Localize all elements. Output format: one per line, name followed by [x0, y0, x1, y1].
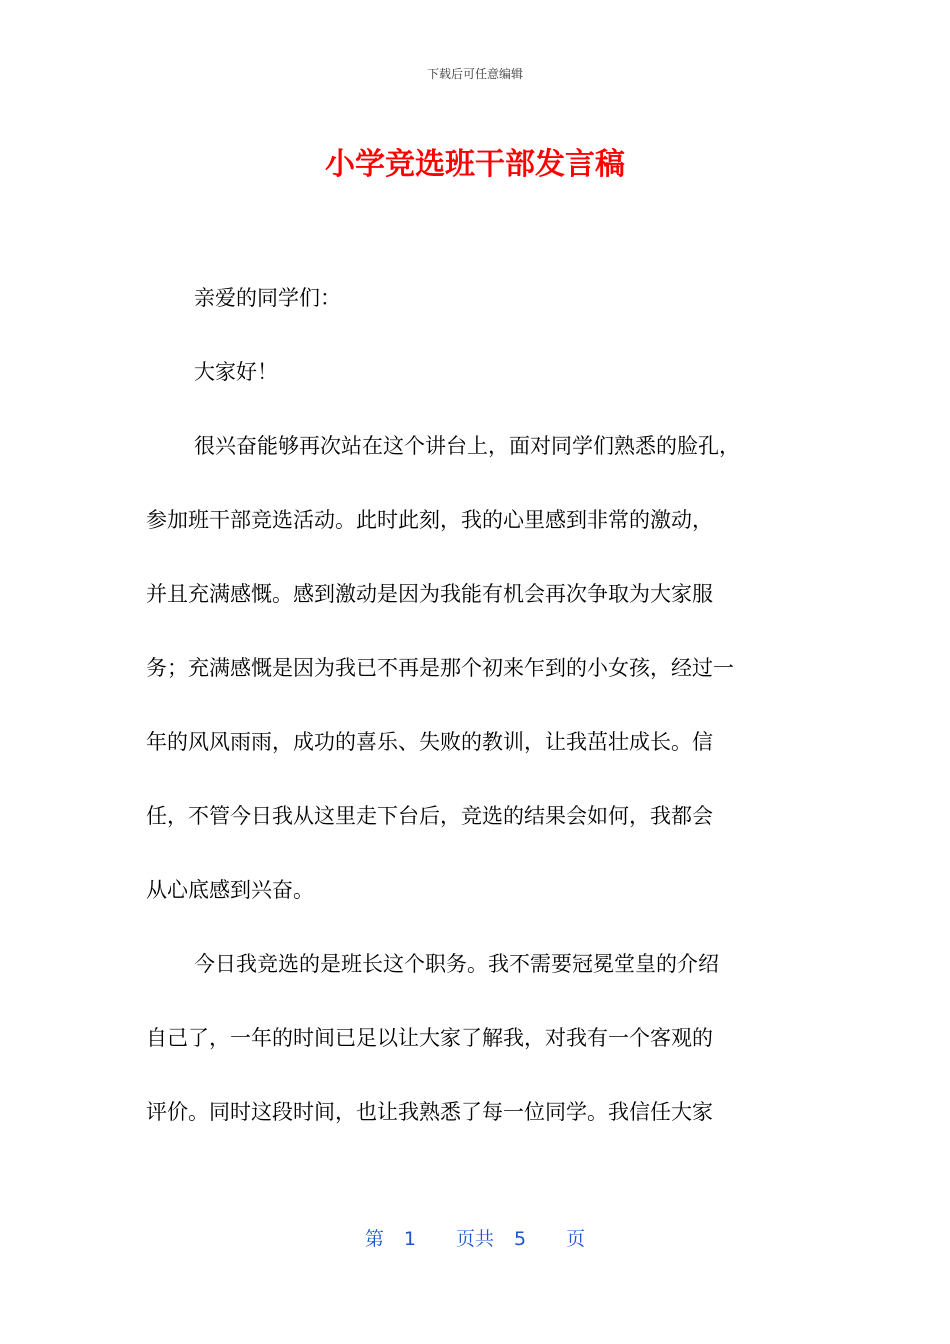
document-body	[146, 280, 806, 1168]
page-footer	[0, 1226, 950, 1252]
body-line: 参加班干部竞选活动。此时此刻，我的心里感到非常的激动，	[146, 508, 713, 532]
body-line: 今日我竞选的是班长这个职务。我不需要冠冕堂皇的介绍	[194, 952, 719, 976]
body-line: 大家好！	[194, 360, 278, 384]
body-line: 任，不管今日我从这里走下台后，竞选的结果会如何，我都会	[146, 804, 713, 828]
footer-suffix: 页	[566, 1228, 586, 1250]
body-line: 并且充满感慨。感到激动是因为我能有机会再次争取为大家服	[146, 582, 713, 606]
total-pages-number: 5	[514, 1228, 527, 1250]
body-line: 评价。同时这段时间，也让我熟悉了每一位同学。我信任大家	[146, 1100, 713, 1124]
body-line: 亲爱的同学们：	[194, 286, 341, 310]
body-line: 务；充满感慨是因为我已不再是那个初来乍到的小女孩，经过一	[146, 656, 734, 680]
footer-middle: 页共	[455, 1228, 494, 1250]
document-title: 小学竞选班干部发言稿	[325, 147, 625, 182]
body-line: 很兴奋能够再次站在这个讲台上，面对同学们熟悉的脸孔，	[194, 434, 740, 458]
body-line: 年的风风雨雨，成功的喜乐、失败的教训，让我茁壮成长。信	[146, 730, 713, 754]
footer-prefix: 第	[364, 1228, 384, 1250]
current-page-number: 1	[403, 1228, 416, 1250]
body-line: 自己了，一年的时间已足以让大家了解我，对我有一个客观的	[146, 1026, 713, 1050]
body-line: 从心底感到兴奋。	[146, 878, 314, 902]
header-note: 下载后可任意编辑	[426, 67, 523, 81]
